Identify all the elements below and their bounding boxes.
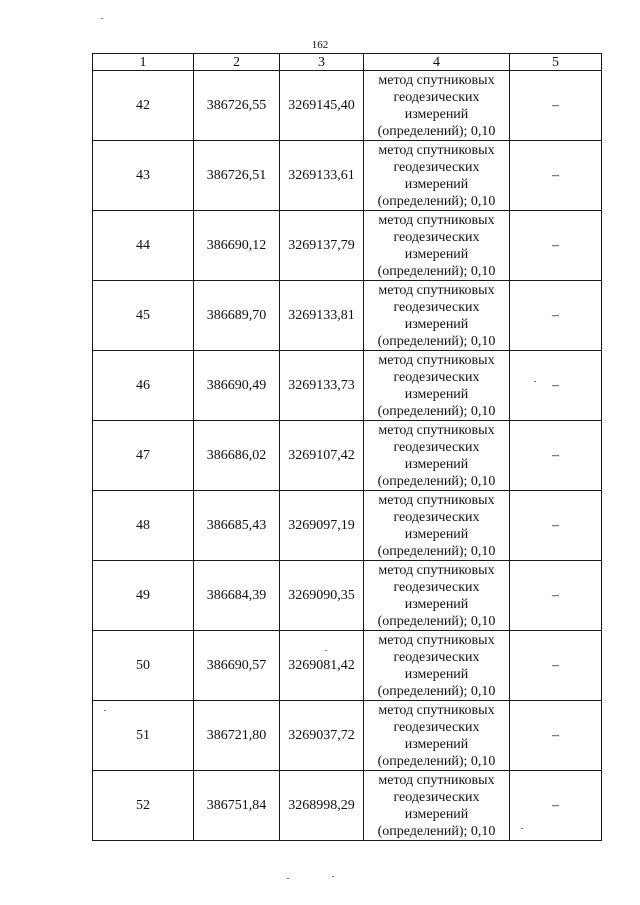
y-coordinate-cell: 3269145,40 [280, 71, 364, 141]
method-cell [364, 491, 510, 561]
method-line: геодезических [393, 229, 480, 245]
method-line: (определений); 0,10 [377, 403, 496, 419]
column-header-3: 3 [280, 54, 364, 71]
x-coordinate-cell: 386726,55 [194, 71, 280, 141]
method-line: геодезических [393, 439, 480, 455]
method-cell [364, 701, 510, 771]
point-number-cell: 42 [93, 71, 194, 141]
scan-speck [534, 381, 536, 382]
method-cell [364, 561, 510, 631]
x-coordinate-cell: 386689,70 [194, 281, 280, 351]
note-cell: – [510, 771, 602, 841]
note-cell: – [510, 421, 602, 491]
method-line: метод спутниковых [378, 72, 495, 88]
table-row [93, 561, 602, 631]
point-number-cell: 44 [93, 211, 194, 281]
method-line: геодезических [393, 509, 480, 525]
point-number-cell: 50 [93, 631, 194, 701]
point-number-cell: 46 [93, 351, 194, 421]
method-line: (определений); 0,10 [377, 263, 496, 279]
method-line: измерений [404, 246, 469, 262]
method-cell [364, 631, 510, 701]
method-line: метод спутниковых [378, 702, 495, 718]
method-line: метод спутниковых [378, 282, 495, 298]
scan-speck [332, 876, 334, 877]
x-coordinate-cell: 386726,51 [194, 141, 280, 211]
x-coordinate-cell: 386685,43 [194, 491, 280, 561]
method-line: (определений); 0,10 [377, 333, 496, 349]
method-line: геодезических [393, 579, 480, 595]
note-cell: – [510, 211, 602, 281]
method-line: геодезических [393, 369, 480, 385]
y-coordinate-cell: 3268998,29 [280, 771, 364, 841]
table-row [93, 281, 602, 351]
method-line: измерений [404, 106, 469, 122]
method-cell [364, 771, 510, 841]
method-line: метод спутниковых [378, 562, 495, 578]
note-cell: – [510, 71, 602, 141]
column-header-2: 2 [194, 54, 280, 71]
table-row [93, 421, 602, 491]
method-line: геодезических [393, 299, 480, 315]
method-line: метод спутниковых [378, 352, 495, 368]
method-line: геодезических [393, 159, 480, 175]
note-cell: – [510, 141, 602, 211]
y-coordinate-cell: 3269090,35 [280, 561, 364, 631]
column-header-4: 4 [364, 54, 510, 71]
scan-speck [101, 18, 103, 19]
point-number-cell: 51 [93, 701, 194, 771]
coordinates-table [92, 53, 602, 841]
table-row [93, 351, 602, 421]
point-number-cell: 52 [93, 771, 194, 841]
note-cell: – [510, 351, 602, 421]
method-line: (определений); 0,10 [377, 753, 496, 769]
point-number-cell: 45 [93, 281, 194, 351]
method-line: (определений); 0,10 [377, 123, 496, 139]
method-line: измерений [404, 596, 469, 612]
method-line: метод спутниковых [378, 492, 495, 508]
x-coordinate-cell: 386751,84 [194, 771, 280, 841]
method-cell [364, 351, 510, 421]
y-coordinate-cell: 3269081,42 [280, 631, 364, 701]
method-line: измерений [404, 456, 469, 472]
method-cell [364, 281, 510, 351]
method-line: метод спутниковых [378, 632, 495, 648]
y-coordinate-cell: 3269137,79 [280, 211, 364, 281]
method-line: метод спутниковых [378, 212, 495, 228]
note-cell: – [510, 561, 602, 631]
method-line: геодезических [393, 89, 480, 105]
y-coordinate-cell: 3269133,61 [280, 141, 364, 211]
table-row [93, 491, 602, 561]
point-number-cell: 48 [93, 491, 194, 561]
method-line: измерений [404, 176, 469, 192]
y-coordinate-cell: 3269107,42 [280, 421, 364, 491]
method-cell [364, 211, 510, 281]
page-number: 162 [311, 39, 329, 51]
table-row [93, 701, 602, 771]
method-line: геодезических [393, 789, 480, 805]
column-header-5: 5 [510, 54, 602, 71]
method-line: метод спутниковых [378, 772, 495, 788]
table-row [93, 71, 602, 141]
x-coordinate-cell: 386684,39 [194, 561, 280, 631]
x-coordinate-cell: 386686,02 [194, 421, 280, 491]
method-line: (определений); 0,10 [377, 193, 496, 209]
table-row [93, 771, 602, 841]
method-line: измерений [404, 806, 469, 822]
method-line: геодезических [393, 649, 480, 665]
method-line: измерений [404, 386, 469, 402]
point-number-cell: 49 [93, 561, 194, 631]
note-cell: – [510, 631, 602, 701]
table-header-row [93, 54, 602, 71]
table-row [93, 211, 602, 281]
column-header-1: 1 [93, 54, 194, 71]
table-body [93, 54, 602, 841]
method-line: измерений [404, 666, 469, 682]
scan-speck [287, 878, 289, 879]
x-coordinate-cell: 386690,12 [194, 211, 280, 281]
method-line: метод спутниковых [378, 422, 495, 438]
method-line: измерений [404, 526, 469, 542]
method-line: (определений); 0,10 [377, 543, 496, 559]
note-cell: – [510, 701, 602, 771]
method-line: геодезических [393, 719, 480, 735]
method-cell [364, 71, 510, 141]
y-coordinate-cell: 3269097,19 [280, 491, 364, 561]
point-number-cell: 47 [93, 421, 194, 491]
y-coordinate-cell: 3269037,72 [280, 701, 364, 771]
y-coordinate-cell: 3269133,73 [280, 351, 364, 421]
x-coordinate-cell: 386690,49 [194, 351, 280, 421]
x-coordinate-cell: 386721,80 [194, 701, 280, 771]
method-cell [364, 421, 510, 491]
method-line: измерений [404, 736, 469, 752]
note-cell: – [510, 281, 602, 351]
point-number-cell: 43 [93, 141, 194, 211]
method-line: (определений); 0,10 [377, 613, 496, 629]
method-cell [364, 141, 510, 211]
note-cell: – [510, 491, 602, 561]
method-line: метод спутниковых [378, 142, 495, 158]
scan-speck [521, 828, 523, 829]
method-line: измерений [404, 316, 469, 332]
y-coordinate-cell: 3269133,81 [280, 281, 364, 351]
method-line: (определений); 0,10 [377, 823, 496, 839]
scan-speck [325, 650, 327, 651]
table-row [93, 631, 602, 701]
table-row [93, 141, 602, 211]
method-line: (определений); 0,10 [377, 683, 496, 699]
method-line: (определений); 0,10 [377, 473, 496, 489]
x-coordinate-cell: 386690,57 [194, 631, 280, 701]
scan-speck [104, 710, 106, 711]
